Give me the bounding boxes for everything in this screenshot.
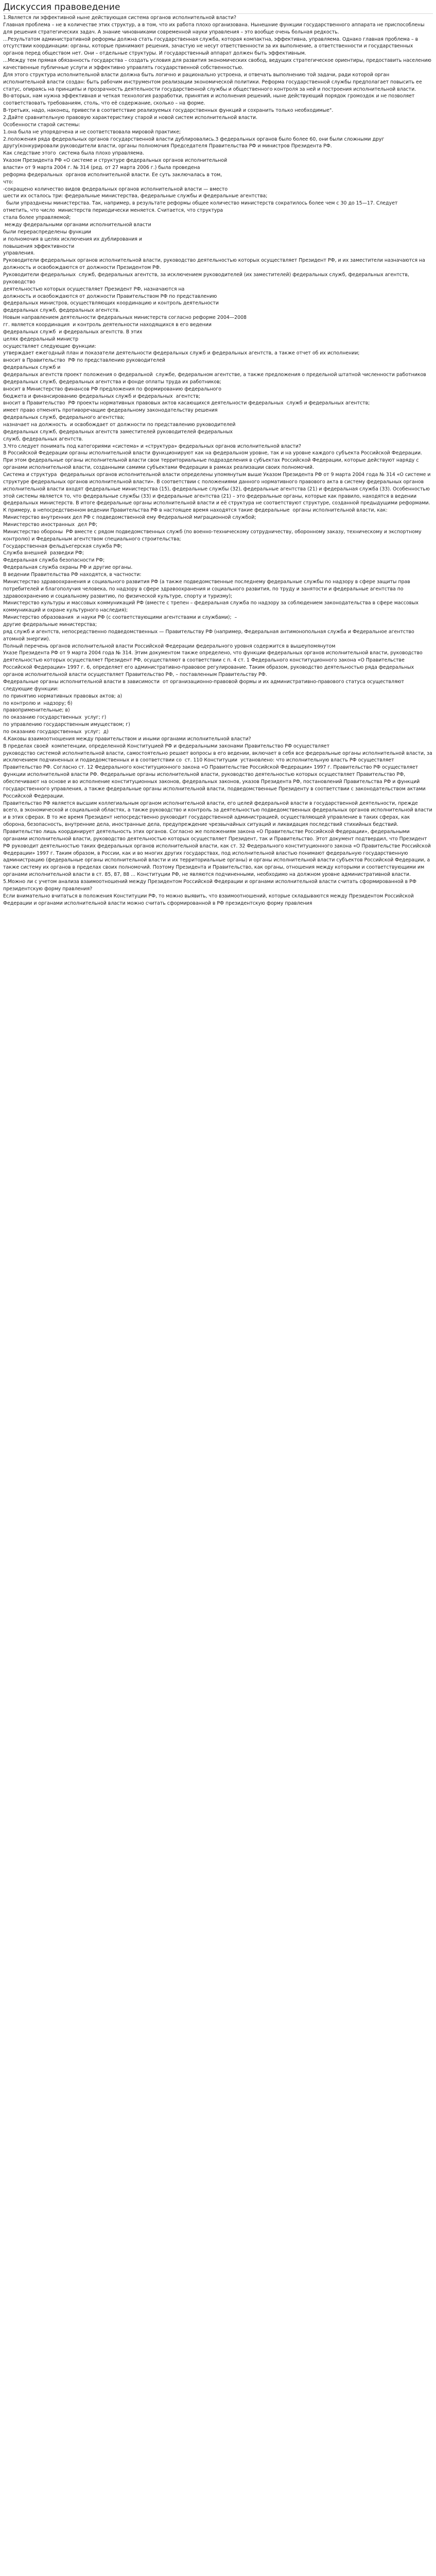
paragraph: должность и освобождаются от должности Правительством РФ по представлению bbox=[3, 293, 217, 299]
paragraph: управления. bbox=[3, 250, 35, 257]
paragraph: 5.Можно ли с учетом анализа взаимоотношений между Президентом Российской Федерации и органами исполнительной власти считать сформированной в РФ президентскую форму правления? bbox=[3, 878, 418, 892]
paragraph: имеет право отменять противоречащие федеральному законодательству решения bbox=[3, 408, 218, 414]
paragraph: вносит в Министерство финансов РФ предложения по формированию федерального bbox=[3, 386, 222, 392]
paragraph: по оказанию государственных услуг; д) bbox=[3, 728, 109, 735]
paragraph: утверждает ежегодный план и показатели деятельности федеральных служб и федеральных агентств, а также отчет об их исполнении; bbox=[3, 350, 360, 357]
paragraph: стала более управляемой; bbox=[3, 215, 71, 221]
paragraph: В пределах своей компетенции, определенной Конституцией РФ и федеральными законами Правительство РФ осуществляет bbox=[3, 743, 330, 749]
paragraph: Если внимательно вчитаться в положения Конституции РФ, то можно выявить, что взаимоотношений, которые складываются между Президентом Российской Федерации и органами исполнительной власти можно считать сформированной в РФ президентскую форму правления bbox=[3, 893, 415, 906]
paragraph: осуществляет следующие функции: bbox=[3, 343, 96, 349]
paragraph: между федеральными органами исполнительной власти bbox=[3, 222, 151, 228]
paragraph: руководство системой исполнительной власти, самостоятельно решает вопросы в его ведении, включает в себя все федеральные органы исполнительной власти, за исключением подчиненных и подведомственных и в соответствии со ст. 110 Конституции установлено: что исполнительную власть РФ осуществляет Правительство РФ. Согласно ст. 12 Федерального конституционного закона «О Правительстве Российской Федерации» 1997 г. Правительство РФ осуществляет функции исполнительной власти РФ. Федеральные органы исполнительной власти, руководство деятельностью которых осуществляет Правительство РФ, обеспечивают на основе и во исполнение конституционных законов, федеральных законов, указов Президента РФ, постановлений Правительства РФ и функций государственного управления, а также федеральные органы исполнительной власти, подведомственные Президенту в соответствии с законодательством актами Российской Федерации. bbox=[3, 750, 434, 799]
paragraph: Полный перечень органов исполнительной власти Российской Федерации федерального уровня содержится в вышеупомянутом bbox=[3, 643, 336, 649]
paragraph: другие федеральные министерства; bbox=[3, 622, 97, 628]
paragraph: Министерство обороны РФ вместе с рядом подведомственных служб (по военно-техническому сотрудничеству, оборонному заказу, техническому и экспортному контролю) и Федеральным агентством специального строительства; bbox=[3, 529, 423, 542]
paragraph: правоприменительные; в) bbox=[3, 707, 70, 714]
paragraph: шести их осталось три: федеральные министерства, федеральные службы и федеральные агентства; bbox=[3, 193, 268, 199]
paragraph: реформа федеральных органов исполнительной власти. Ее суть заключалась в том, bbox=[3, 172, 222, 178]
paragraph: по принятию нормативных правовых актов; а) bbox=[3, 693, 123, 699]
paragraph: Указом Президента РФ «О системе и структуре федеральных органов исполнительной bbox=[3, 158, 228, 164]
paragraph: Система и структура федеральных органов исполнительной власти определены упомянутым выше Указом Президента РФ от 9 марта 2004 года № 314 «О системе и структуре федеральных органов исполнительной власти». В соответствии с положениями данного нормативного правового акта в систему федеральных органов исполнительной власти входят федеральные министерства (15), федеральные службы (32), федеральные агентства (21) и федеральная служба (33). Особенностью этой системы является то, что федеральные службы (33) и федеральные агентства (21) – это федеральные органы, которые как правило, находятся в ведении федеральных министерств. В итоге федеральные органы исполнительной власти и её структура не соответствуют структуре, созданной предыдущими реформами. bbox=[3, 472, 432, 506]
paragraph: Указе Президента РФ от 9 марта 2004 года № 314. Этим документом также определено, что функции федеральных органов исполнительной власти, руководство деятельностью которых осуществляет Президент РФ, осуществляют в соответствии с п. 4 ст. 1 Федерального конституционного закона «О Правительстве Российской Федерации» 1997 г. 6, определяет его административно-правовое регулирование. Таким образом, руководство деятельностью ряда федеральных органов исполнительной власти осуществляет Правительство РФ, – поставленным Правительству РФ. bbox=[3, 650, 424, 678]
paragraph: Главная проблема – не в количестве этих структур, а в том, что их работа плохо организована. Нынешние функции государственного аппарата не приспособлены для решения стратегических задач. А знание чиновниками современной науки управления – это вообще очень больная редкость. bbox=[3, 22, 426, 35]
paragraph: Руководители федеральных органов исполнительной власти, руководство деятельностью которых осуществляет Президент РФ, и их заместители назначаются на bbox=[3, 258, 425, 264]
paragraph: Особенности старой системы: bbox=[3, 122, 80, 128]
paragraph: федеральных служб, федеральных агентств заместителей руководителей федеральных bbox=[3, 429, 233, 435]
paragraph: были перераспределены функции bbox=[3, 229, 92, 235]
paragraph: были упразднены министерства. Так, например, в результате реформы общее количество министерств сократилось более чем с 30 до 15—17. Следует bbox=[3, 200, 398, 207]
paragraph: федеральных служб, федеральных агентств. bbox=[3, 308, 120, 314]
page-title: Дискуссия правоведение bbox=[3, 2, 433, 14]
paragraph: власти» от 9 марта 2004 г. № 314 (ред. от 27 марта 2006 г.) была проведена bbox=[3, 165, 200, 171]
paragraph: Федеральная служба безопасности РФ; bbox=[3, 557, 105, 564]
paragraph: служб, федеральных агентств. bbox=[3, 436, 83, 442]
paragraph: 4.Каковы взаимоотношения между правительством и иными органами исполнительной власти? bbox=[3, 736, 251, 742]
paragraph: по управлению государственным имуществом; г) bbox=[3, 722, 130, 728]
paragraph: вносит в Правительство РФ по представлению руководителей bbox=[3, 358, 165, 364]
paragraph: бюджета и финансированию федеральных служб и федеральных агентств; bbox=[3, 393, 200, 399]
paragraph: 2.Дайте сравнительную правовую характеристику старой и новой систем исполнительной власти. bbox=[3, 115, 258, 121]
paragraph: К примеру, в непосредственном ведении Правительства РФ в настоящее время находятся такие федеральные органы исполнительной власти, как: bbox=[3, 507, 388, 514]
paragraph: Федеральная служба охраны РФ и другие органы. bbox=[3, 565, 133, 571]
paragraph: В ведении Правительства РФ находятся, в частности: bbox=[3, 572, 142, 578]
paragraph: -сокращено количество видов федеральных органов исполнительной власти — вместо bbox=[3, 186, 228, 192]
paragraph: В Российской Федерации органы исполнительной власти функционируют как на федеральном уровне, так и на уровне каждого субъекта Российской Федерации. При этом федеральные органы исполнительной власти свои территориальные подразделения в субъектах Российской Федерации, которые действуют наряду с органами исполнительной власти, созданными самими субъектами Федерации в рамках реализации своих полномочий. bbox=[3, 450, 424, 471]
paragraph: Государственная фельдъегерская служба РФ; bbox=[3, 543, 123, 549]
paragraph: Министерство здравоохранения и социального развития РФ (а также подведомственные последнему федеральные службы по надзору в сфере защиты прав потребителей и благополучия человека, по надзору в сфере здравоохранения и социального развития, по труду и занятости и федеральные агентства по здравоохранению и социальному развитию, по физической культуре, спорту и туризму); bbox=[3, 579, 412, 599]
paragraph: целях федеральный министр bbox=[3, 336, 79, 342]
paragraph: В-третьих, надо, наконец, привести в соответствие реализуемых государственных функций и сохранить только необходимые". bbox=[3, 108, 334, 114]
paragraph: федеральных агентств проект положения о федеральной службе, федеральном агентстве, а также предложения о предельной штатной численности работников bbox=[3, 371, 426, 378]
paragraph: федеральных служб, федерального агентства; bbox=[3, 415, 125, 421]
paragraph: Во-вторых, нам нужна эффективная и четкая технология разработки, принятия и исполнения решений, ныне действующий порядок громоздок и не позволяет соответствовать требованиям, столь, что её содержание, сколько – на форме. bbox=[3, 93, 416, 107]
paragraph: по контролю и надзору; б) bbox=[3, 700, 73, 706]
paragraph: федеральных служб и федеральных агентств. В этих bbox=[3, 329, 143, 335]
paragraph: Руководители федеральных служб, федеральных агентств, за исключением руководителей (их заместителей) федеральных служб, федеральных агентств, руководство bbox=[3, 272, 411, 285]
paragraph: федеральных служб и bbox=[3, 365, 61, 371]
document-body bbox=[3, 14, 433, 907]
paragraph: повышения эффективности bbox=[3, 243, 75, 249]
paragraph: что: bbox=[3, 179, 13, 185]
paragraph: должность и освобождаются от должности Президентом РФ. bbox=[3, 265, 161, 271]
paragraph: Для этого структура исполнительной власти должна быть логично и рационально устроена, и отвечать выполнению той задачи, ради которой орган исполнительной власти создан: быть рабочим инструментом реализации экономической политики. Реформа государственной службы предполагает повысить ее статус, опираясь на принципы и прозрачность деятельности государственной службы и общественного контроля за ней и построения исполнительной власти. bbox=[3, 72, 424, 92]
paragraph: назначает на должность и освобождает от должности по представлению руководителей bbox=[3, 421, 236, 428]
paragraph: вносит в Правительство РФ проекты нормативных правовых актов касающихся деятельности федеральных служб и федеральных агентств; bbox=[3, 400, 370, 406]
paragraph: Правительство РФ является высшим коллегиальным органом исполнительной власти, его целей федеральной власти в государственной деятельности, прежде всего, в экономической и социальной областях, а также руководство и контроль за деятельностью подведомственных федеральных органов исполнительной власти и в этих сферах. В то же время Президент непосредственно руководит государственной администрацией, осуществляющей управление в таких сферах, как оборона, безопасность, внутренние дела, иностранные дела, предупреждение чрезвычайных ситуаций и ликвидация последствий стихийных бедствий. Правительство лишь координирует деятельность этих органов. Согласно же положениям закона «О Правительстве Российской Федерации», федеральными органами исполнительной власти, руководство деятельностью которых осуществляет Президент, так и Правительство. Этот документ подтвердил, что Президент РФ руководит деятельностью таких федеральных органов исполнительной власти, как ст. 32 Федерального конституционного закона «О Правительстве Российской Федерации» 1997 г. Таким образом, в России, как и во многих других государствах, под исполнительной властью понимают федеральную государственную администрацию (федеральные органы исполнительной власти и их территориальные органы) и органы исполнительной власти субъектов Российской Федерации, а также систему их органов в пределах своих полномочий. Поэтому Президента и Правительство, как органы, отношения между которыми и соответствующими им органами исполнительной власти в ст. 85, 87, 88 ... Конституции РФ, не являются подчиненными, необходимо на должном уровне административной власти. bbox=[3, 800, 434, 878]
paragraph: и полномочия в целях исключения их дублирования и bbox=[3, 236, 143, 242]
paragraph: Министерство иностранных дел РФ; bbox=[3, 522, 98, 528]
paragraph: федеральных министров, осуществляющих координацию и контроль деятельности bbox=[3, 300, 219, 307]
paragraph: ряд служб и агентств, непосредственно подведомственных — Правительству РФ (например, Федеральная антимонопольная служба и Федеральное агентство атомной энергии). bbox=[3, 629, 416, 642]
paragraph: Новым направлением деятельности федеральных министерств согласно реформе 2004—2008 bbox=[3, 315, 247, 321]
paragraph: деятельностью которых осуществляет Президент РФ, назначаются на bbox=[3, 286, 185, 292]
paragraph: 2.положения ряда федеральных органов государственной власти дублировались.3 федеральных органов было более 60, они были сложными друг другу(конкурировали руководители власти, органы полномочия Председателя Правительства РФ и министров Президента РФ. bbox=[3, 136, 386, 149]
paragraph: 1.она была не упорядочена и не соответствовала мировой практике; bbox=[3, 129, 181, 135]
paragraph: ...Между тем прямая обязанность государства – создать условия для развития экономических свобод, ведущих стратегическое ориентиры, предоставить населению качественные публичные услуги и эффективно управлять государственной собственностью. bbox=[3, 58, 433, 71]
paragraph: гг. является координация и контроль деятельности находящихся в его ведении bbox=[3, 321, 212, 328]
paragraph: Федеральные органы исполнительной власти в зависимости от организационно-правовой формы и их административно-правового статуса осуществляют следующие функции: bbox=[3, 679, 406, 692]
paragraph: Министерство образования и науки РФ (с соответствующими агентствами и службами); – bbox=[3, 615, 237, 621]
paragraph: федеральных служб, федеральных агентства и фонде оплаты труда их работников; bbox=[3, 379, 221, 385]
paragraph: Как следствие этого система была плохо управляема. bbox=[3, 150, 144, 157]
paragraph: Министерство внутренних дел РФ с подведомственной ему Федеральной миграционной службой; bbox=[3, 515, 256, 521]
paragraph: Министерство культуры и массовых коммуникаций РФ (вместе с трепен – федеральная служба по надзору за соблюдением законодательства в сфере массовых коммуникаций и охране культурного наследия); bbox=[3, 600, 421, 614]
paragraph: отметить, что число министерств периодически меняется. Считается, что структура bbox=[3, 208, 223, 214]
paragraph: 3.Что следует понимать под категориями «система» и «структура» федеральных органов исполнительной власти? bbox=[3, 443, 301, 449]
paragraph: 1.Является ли эффективной ныне действующая система органов исполнительной власти? bbox=[3, 15, 236, 21]
paragraph: ...Результатом административной реформы должна стать государственная служба, которая компактна, эффективна, управляема. Однако главная проблема – в отсутствии координации: органы, которые принимают решения, зачастую не несут ответственности за их выполнение, а ответственности и государственных органов перед обществом нет. Они – отдельные структуры. И государственный аппарат должен быть эффективным. bbox=[3, 36, 420, 57]
paragraph: по оказанию государственных услуг; г) bbox=[3, 715, 107, 721]
paragraph: Служба внешней разведки РФ; bbox=[3, 550, 84, 556]
